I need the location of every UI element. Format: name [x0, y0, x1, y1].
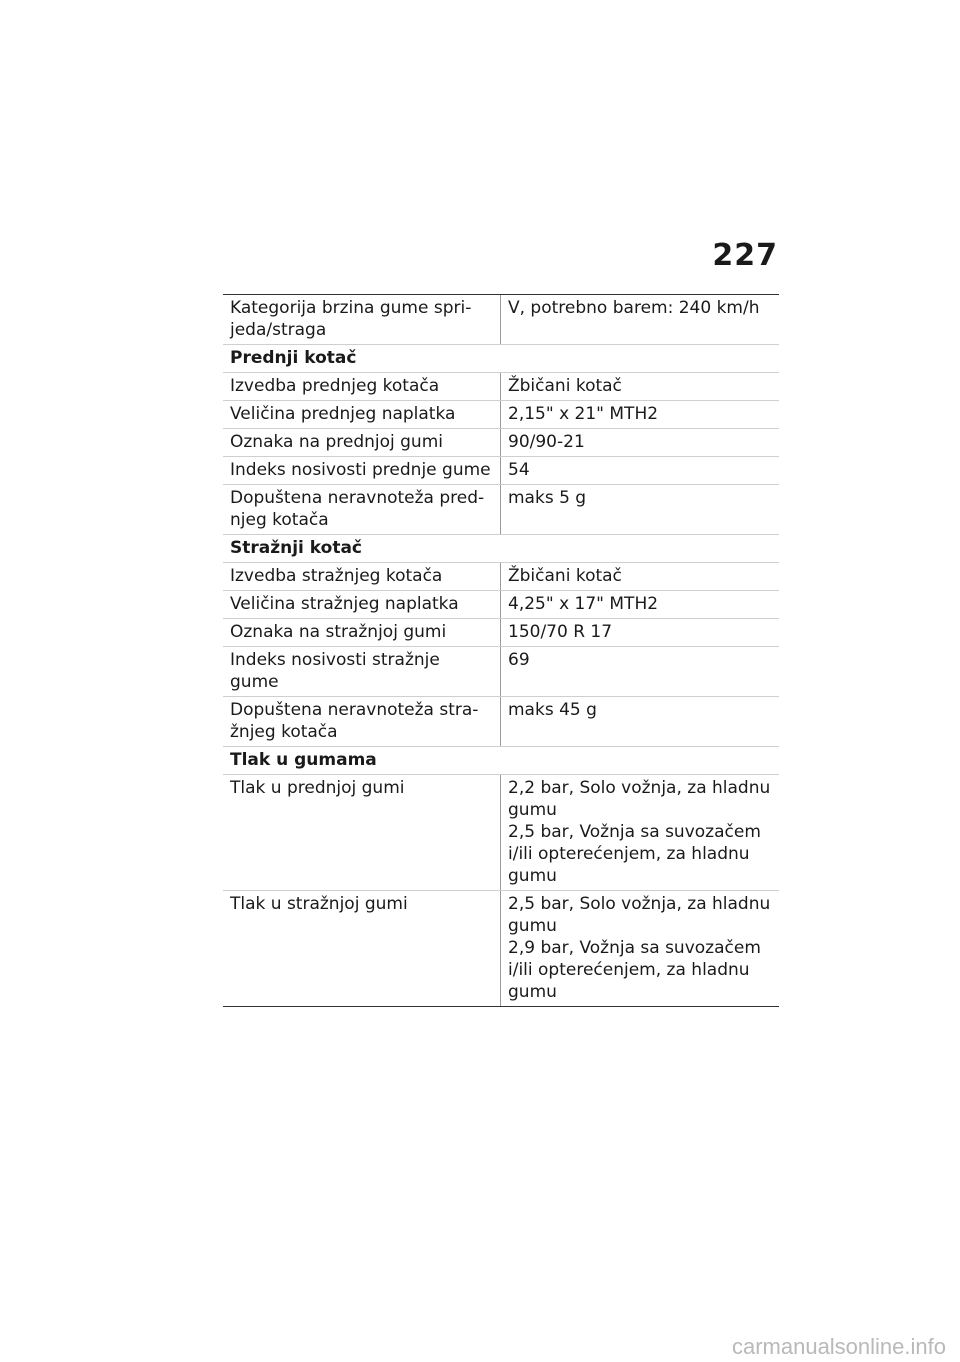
value-line: Žbičani kotač	[508, 376, 622, 396]
row-value	[501, 647, 780, 697]
table-row	[223, 775, 779, 891]
row-label: Veličina stražnjeg naplatka	[223, 591, 501, 619]
table-row	[223, 591, 779, 619]
row-label: Dopuštena neravnoteža pred- njeg kotača	[223, 485, 501, 535]
page-number: 227	[712, 238, 778, 273]
table-row	[223, 373, 779, 401]
row-label: Dopuštena neravnoteža stra- žnjeg kotača	[223, 697, 501, 747]
row-label: Oznaka na stražnjoj gumi	[223, 619, 501, 647]
row-label: Izvedba stražnjeg kotača	[223, 563, 501, 591]
row-value	[501, 775, 780, 891]
value-line: maks 5 g	[508, 488, 587, 508]
table-row	[223, 563, 779, 591]
section-title: Tlak u gumama	[223, 747, 779, 775]
value-line: 2,5 bar, Solo vožnja, za hladnu gumu	[508, 894, 771, 936]
watermark: carmanualsonline.info	[731, 1334, 946, 1359]
section-header	[223, 345, 779, 373]
section-title: Stražnji kotač	[223, 535, 779, 563]
row-label: Indeks nosivosti prednje gume	[223, 457, 501, 485]
row-label: Tlak u prednjoj gumi	[223, 775, 501, 891]
table-row	[223, 647, 779, 697]
row-value	[501, 457, 780, 485]
row-label: Izvedba prednjeg kotača	[223, 373, 501, 401]
value-line: V, potrebno barem: 240 km/h	[508, 298, 760, 318]
section-header	[223, 747, 779, 775]
row-value	[501, 429, 780, 457]
row-value	[501, 563, 780, 591]
table-row	[223, 891, 779, 1007]
section-title: Prednji kotač	[223, 345, 779, 373]
section-header	[223, 535, 779, 563]
row-value	[501, 891, 780, 1007]
value-line: 4,25" x 17" MTH2	[508, 594, 659, 614]
spec-table-body	[223, 295, 779, 1007]
table-row	[223, 697, 779, 747]
row-value	[501, 619, 780, 647]
row-value	[501, 591, 780, 619]
table-row	[223, 457, 779, 485]
value-line: 54	[508, 460, 530, 480]
row-label: Indeks nosivosti stražnje gume	[223, 647, 501, 697]
value-line: 69	[508, 650, 530, 670]
row-value	[501, 401, 780, 429]
value-line: 150/70 R 17	[508, 622, 613, 642]
table-row	[223, 429, 779, 457]
row-label: Oznaka na prednjoj gumi	[223, 429, 501, 457]
table-row	[223, 485, 779, 535]
row-value	[501, 373, 780, 401]
row-value	[501, 485, 780, 535]
table-row	[223, 401, 779, 429]
row-label: Tlak u stražnjoj gumi	[223, 891, 501, 1007]
value-line: 2,9 bar, Vožnja sa suvozačem i/ili opterećenjem, za hladnu gumu	[508, 938, 761, 1002]
row-label: Veličina prednjeg naplatka	[223, 401, 501, 429]
value-line: 2,5 bar, Vožnja sa suvozačem i/ili opterećenjem, za hladnu gumu	[508, 822, 761, 886]
row-label: Kategorija brzina gume spri- jeda/straga	[223, 295, 501, 345]
value-line: maks 45 g	[508, 700, 597, 720]
value-line: 2,15" x 21" MTH2	[508, 404, 659, 424]
spec-table	[223, 294, 779, 1007]
row-value	[501, 295, 780, 345]
table-row	[223, 619, 779, 647]
value-line: 90/90-21	[508, 432, 585, 452]
row-value	[501, 697, 780, 747]
value-line: Žbičani kotač	[508, 566, 622, 586]
table-row	[223, 295, 779, 345]
value-line: 2,2 bar, Solo vožnja, za hladnu gumu	[508, 778, 771, 820]
